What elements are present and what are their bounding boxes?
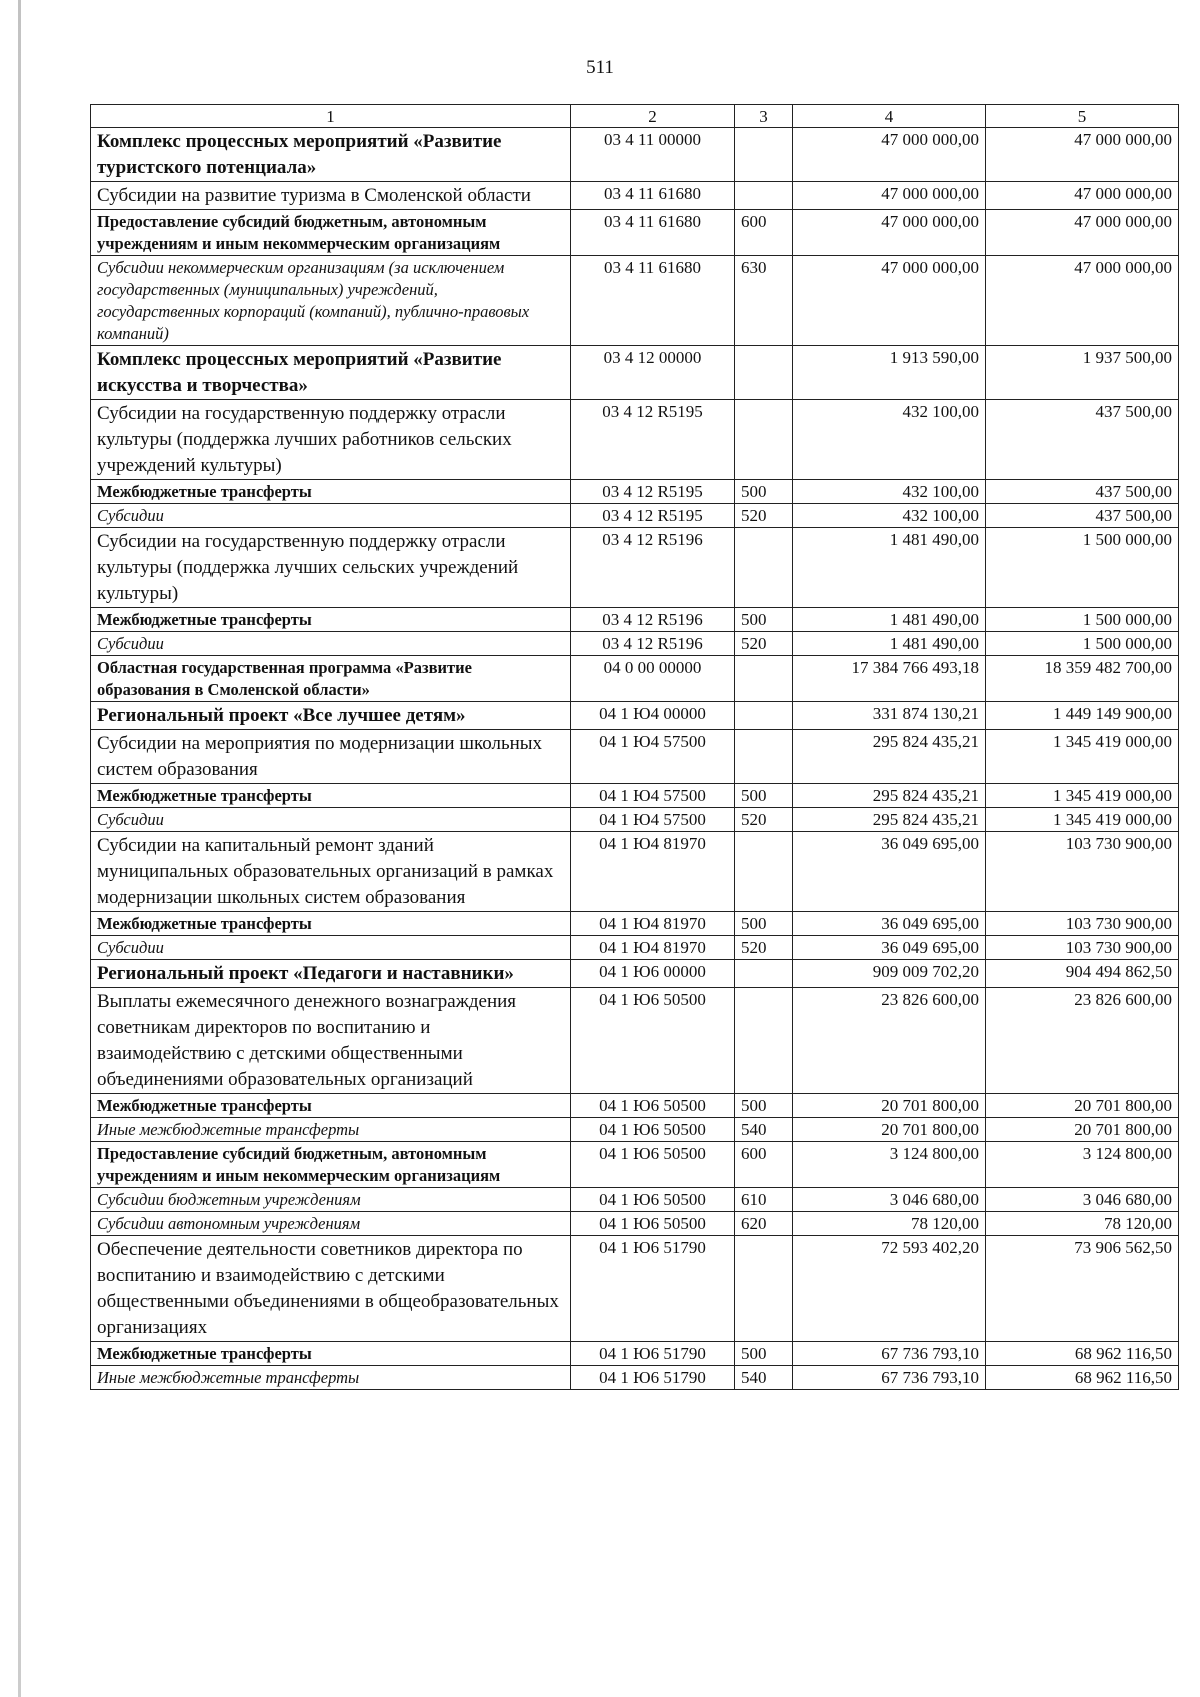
header-row [91,105,1179,128]
row-sum-2: 437 500,00 [986,504,1179,528]
row-sum-2: 47 000 000,00 [986,256,1179,346]
row-sum-1: 1 481 490,00 [793,632,986,656]
row-sum-2: 68 962 116,50 [986,1366,1179,1390]
row-sum-1: 3 046 680,00 [793,1188,986,1212]
row-sum-2: 437 500,00 [986,400,1179,480]
row-code: 03 4 12 00000 [571,346,735,400]
row-code: 04 1 Ю6 50500 [571,1212,735,1236]
row-kvr: 520 [735,504,793,528]
header-col-3: 3 [735,105,793,128]
row-name: Региональный проект «Педагоги и наставники» [91,960,571,988]
row-name: Межбюджетные трансферты [91,1094,571,1118]
row-sum-2: 1 345 419 000,00 [986,808,1179,832]
table-row [91,210,1179,256]
row-code: 03 4 11 61680 [571,182,735,210]
row-sum-1: 67 736 793,10 [793,1366,986,1390]
row-kvr [735,960,793,988]
row-sum-2: 47 000 000,00 [986,210,1179,256]
table-row [91,784,1179,808]
row-sum-2: 1 937 500,00 [986,346,1179,400]
table-row [91,256,1179,346]
row-code: 04 1 Ю4 00000 [571,702,735,730]
row-kvr [735,656,793,702]
row-sum-2: 23 826 600,00 [986,988,1179,1094]
row-kvr: 500 [735,784,793,808]
table-row [91,912,1179,936]
table-row [91,702,1179,730]
table-row [91,988,1179,1094]
table-row [91,1188,1179,1212]
row-kvr [735,1236,793,1342]
row-sum-1: 295 824 435,21 [793,730,986,784]
row-code: 03 4 12 R5195 [571,480,735,504]
row-code: 04 1 Ю6 51790 [571,1366,735,1390]
table-row [91,936,1179,960]
row-code: 03 4 11 61680 [571,210,735,256]
row-code: 04 1 Ю4 81970 [571,912,735,936]
row-sum-1: 909 009 702,20 [793,960,986,988]
row-name: Комплекс процессных мероприятий «Развитие искусства и творчества» [91,346,571,400]
table-row [91,1342,1179,1366]
row-kvr [735,730,793,784]
row-code: 03 4 11 61680 [571,256,735,346]
row-code: 03 4 12 R5196 [571,528,735,608]
table-row [91,960,1179,988]
table-row [91,1118,1179,1142]
row-kvr: 500 [735,912,793,936]
row-sum-2: 103 730 900,00 [986,912,1179,936]
row-sum-2: 1 345 419 000,00 [986,730,1179,784]
row-code: 04 1 Ю6 51790 [571,1236,735,1342]
row-code: 04 1 Ю4 57500 [571,784,735,808]
row-code: 04 1 Ю4 81970 [571,936,735,960]
row-kvr: 520 [735,632,793,656]
row-sum-1: 47 000 000,00 [793,128,986,182]
row-code: 04 1 Ю6 50500 [571,1094,735,1118]
row-code: 04 1 Ю4 57500 [571,808,735,832]
row-sum-1: 36 049 695,00 [793,936,986,960]
row-sum-2: 20 701 800,00 [986,1094,1179,1118]
row-sum-1: 17 384 766 493,18 [793,656,986,702]
table-row [91,730,1179,784]
row-kvr: 520 [735,808,793,832]
row-sum-2: 3 124 800,00 [986,1142,1179,1188]
row-sum-1: 23 826 600,00 [793,988,986,1094]
table-row [91,808,1179,832]
row-sum-2: 47 000 000,00 [986,182,1179,210]
row-sum-1: 1 481 490,00 [793,528,986,608]
row-kvr: 540 [735,1118,793,1142]
page-number: 511 [586,57,614,78]
row-sum-2: 20 701 800,00 [986,1118,1179,1142]
row-sum-2: 78 120,00 [986,1212,1179,1236]
row-name: Межбюджетные трансферты [91,912,571,936]
row-name: Региональный проект «Все лучшее детям» [91,702,571,730]
row-name: Субсидии [91,936,571,960]
row-code: 04 1 Ю6 50500 [571,1118,735,1142]
row-sum-2: 437 500,00 [986,480,1179,504]
row-sum-2: 904 494 862,50 [986,960,1179,988]
table-row [91,128,1179,182]
row-sum-2: 103 730 900,00 [986,936,1179,960]
row-sum-1: 295 824 435,21 [793,808,986,832]
row-kvr [735,400,793,480]
row-kvr [735,832,793,912]
row-kvr [735,528,793,608]
row-code: 04 0 00 00000 [571,656,735,702]
row-sum-1: 67 736 793,10 [793,1342,986,1366]
table-row [91,1366,1179,1390]
row-name: Субсидии [91,808,571,832]
row-name: Субсидии на мероприятия по модернизации школьных систем образования [91,730,571,784]
row-sum-1: 20 701 800,00 [793,1118,986,1142]
row-sum-1: 331 874 130,21 [793,702,986,730]
row-sum-1: 47 000 000,00 [793,182,986,210]
row-name: Выплаты ежемесячного денежного вознаграждения советникам директоров по воспитанию и взаимодействию с детскими общественными объединениями образовательных организаций [91,988,571,1094]
row-kvr: 540 [735,1366,793,1390]
row-kvr: 500 [735,1094,793,1118]
table-row [91,400,1179,480]
table-row [91,346,1179,400]
row-code: 04 1 Ю6 50500 [571,1142,735,1188]
row-kvr: 600 [735,210,793,256]
row-sum-1: 1 481 490,00 [793,608,986,632]
table-row [91,504,1179,528]
row-name: Межбюджетные трансферты [91,608,571,632]
table-row [91,480,1179,504]
table-row [91,528,1179,608]
row-sum-1: 78 120,00 [793,1212,986,1236]
row-name: Предоставление субсидий бюджетным, автономным учреждениям и иным некоммерческим организациям [91,1142,571,1188]
row-sum-1: 295 824 435,21 [793,784,986,808]
row-sum-1: 36 049 695,00 [793,912,986,936]
table-row [91,182,1179,210]
row-kvr [735,346,793,400]
row-kvr: 500 [735,608,793,632]
scan-edge [18,0,21,1697]
row-name: Межбюджетные трансферты [91,784,571,808]
row-name: Субсидии автономным учреждениям [91,1212,571,1236]
table-row [91,1212,1179,1236]
row-kvr [735,128,793,182]
row-sum-2: 1 500 000,00 [986,608,1179,632]
row-kvr [735,988,793,1094]
budget-table [90,104,1179,1390]
row-code: 04 1 Ю6 50500 [571,988,735,1094]
row-sum-1: 20 701 800,00 [793,1094,986,1118]
row-code: 03 4 12 R5195 [571,504,735,528]
row-sum-2: 68 962 116,50 [986,1342,1179,1366]
row-name: Комплекс процессных мероприятий «Развитие туристского потенциала» [91,128,571,182]
header-col-1: 1 [91,105,571,128]
row-sum-2: 1 449 149 900,00 [986,702,1179,730]
row-sum-2: 47 000 000,00 [986,128,1179,182]
row-name: Межбюджетные трансферты [91,1342,571,1366]
row-kvr: 500 [735,1342,793,1366]
header-col-4: 4 [793,105,986,128]
row-code: 04 1 Ю6 00000 [571,960,735,988]
row-sum-2: 18 359 482 700,00 [986,656,1179,702]
row-kvr: 610 [735,1188,793,1212]
header-col-2: 2 [571,105,735,128]
table-row [91,1236,1179,1342]
table-row [91,656,1179,702]
row-name: Субсидии на государственную поддержку отрасли культуры (поддержка лучших работников сельских учреждений культуры) [91,400,571,480]
row-kvr: 620 [735,1212,793,1236]
header-col-5: 5 [986,105,1179,128]
row-kvr: 600 [735,1142,793,1188]
row-code: 03 4 11 00000 [571,128,735,182]
row-sum-1: 432 100,00 [793,400,986,480]
row-sum-1: 3 124 800,00 [793,1142,986,1188]
row-sum-1: 47 000 000,00 [793,256,986,346]
row-sum-1: 432 100,00 [793,480,986,504]
row-code: 03 4 12 R5196 [571,632,735,656]
row-name: Иные межбюджетные трансферты [91,1366,571,1390]
row-kvr: 500 [735,480,793,504]
row-code: 04 1 Ю6 51790 [571,1342,735,1366]
row-code: 04 1 Ю6 50500 [571,1188,735,1212]
row-name: Субсидии бюджетным учреждениям [91,1188,571,1212]
row-sum-2: 1 500 000,00 [986,528,1179,608]
row-name: Субсидии на развитие туризма в Смоленской области [91,182,571,210]
row-code: 03 4 12 R5195 [571,400,735,480]
row-name: Иные межбюджетные трансферты [91,1118,571,1142]
row-sum-2: 3 046 680,00 [986,1188,1179,1212]
row-name: Субсидии некоммерческим организациям (за исключением государственных (муниципальных) учреждений, государственных корпораций (компаний), публично-правовых компаний) [91,256,571,346]
row-name: Предоставление субсидий бюджетным, автономным учреждениям и иным некоммерческим организациям [91,210,571,256]
row-name: Межбюджетные трансферты [91,480,571,504]
table-row [91,1142,1179,1188]
row-kvr [735,182,793,210]
row-sum-2: 1 500 000,00 [986,632,1179,656]
row-sum-1: 1 913 590,00 [793,346,986,400]
table-row [91,608,1179,632]
row-kvr [735,702,793,730]
row-sum-2: 73 906 562,50 [986,1236,1179,1342]
row-name: Областная государственная программа «Развитие образования в Смоленской области» [91,656,571,702]
row-name: Субсидии на капитальный ремонт зданий муниципальных образовательных организаций в рамках модернизации школьных систем образования [91,832,571,912]
row-kvr: 520 [735,936,793,960]
row-sum-2: 103 730 900,00 [986,832,1179,912]
row-kvr: 630 [735,256,793,346]
row-name: Субсидии [91,632,571,656]
table-row [91,1094,1179,1118]
row-name: Субсидии на государственную поддержку отрасли культуры (поддержка лучших сельских учреждений культуры) [91,528,571,608]
row-sum-2: 1 345 419 000,00 [986,784,1179,808]
row-code: 04 1 Ю4 81970 [571,832,735,912]
table-row [91,632,1179,656]
row-name: Субсидии [91,504,571,528]
row-sum-1: 47 000 000,00 [793,210,986,256]
table-row [91,832,1179,912]
row-code: 03 4 12 R5196 [571,608,735,632]
row-sum-1: 36 049 695,00 [793,832,986,912]
row-sum-1: 72 593 402,20 [793,1236,986,1342]
row-sum-1: 432 100,00 [793,504,986,528]
row-code: 04 1 Ю4 57500 [571,730,735,784]
row-name: Обеспечение деятельности советников директора по воспитанию и взаимодействию с детскими общественными объединениями в общеобразовательных организациях [91,1236,571,1342]
